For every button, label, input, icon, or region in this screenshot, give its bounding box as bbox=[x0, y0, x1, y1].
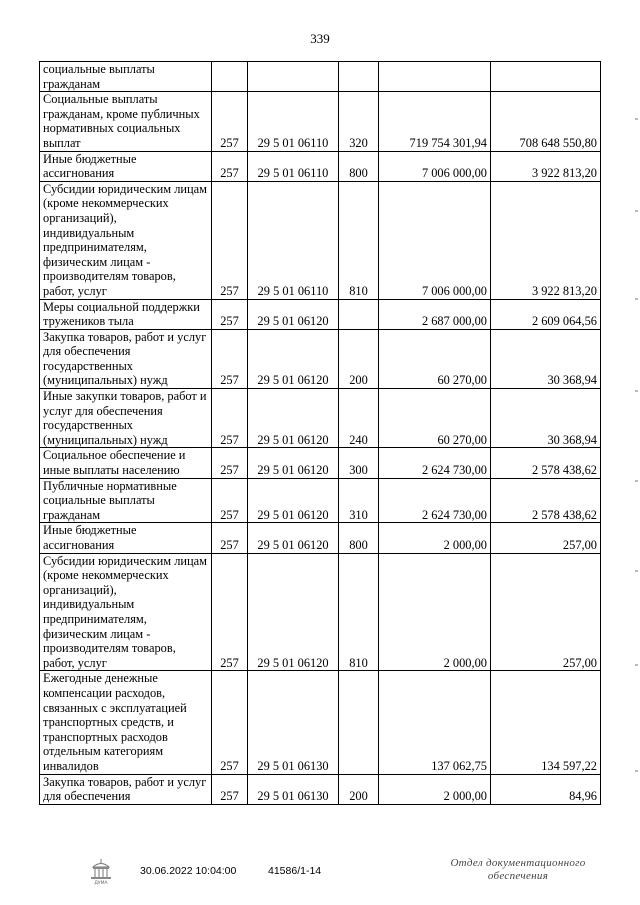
cell-amount-1: 60 270,00 bbox=[379, 329, 491, 388]
cell-amount-2: 708 648 550,80 bbox=[491, 92, 601, 151]
cell-csr: 29 5 01 06110 bbox=[248, 181, 339, 299]
cell-name: Социальные выплаты гражданам, кроме публичных нормативных социальных выплат bbox=[40, 92, 212, 151]
cell-code: 257 bbox=[212, 389, 248, 448]
cell-code: 257 bbox=[212, 181, 248, 299]
cell-code: 257 bbox=[212, 553, 248, 671]
cell-amount-1: 719 754 301,94 bbox=[379, 92, 491, 151]
cell-amount-1: 2 000,00 bbox=[379, 774, 491, 804]
cell-csr bbox=[248, 62, 339, 92]
cell-name: социальные выплаты гражданам bbox=[40, 62, 212, 92]
cell-code: 257 bbox=[212, 774, 248, 804]
cell-amount-1: 2 624 730,00 bbox=[379, 448, 491, 478]
cell-name: Субсидии юридическим лицам (кроме некоммерческих организаций), индивидуальным предпринимателям, физическим лицам - производителям товаров, работ, услуг bbox=[40, 553, 212, 671]
cell-amount-1: 2 000,00 bbox=[379, 523, 491, 553]
cell-csr: 29 5 01 06120 bbox=[248, 523, 339, 553]
cell-amount-1: 137 062,75 bbox=[379, 671, 491, 774]
table-row bbox=[40, 329, 601, 388]
table-row bbox=[40, 671, 601, 774]
budget-table bbox=[39, 61, 601, 805]
cell-name: Социальное обеспечение и иные выплаты населению bbox=[40, 448, 212, 478]
cell-csr: 29 5 01 06120 bbox=[248, 389, 339, 448]
cell-name: Публичные нормативные социальные выплаты гражданам bbox=[40, 478, 212, 523]
cell-code: 257 bbox=[212, 448, 248, 478]
cell-name: Ежегодные денежные компенсации расходов, связанных с эксплуатацией транспортных средств, и транспортных расходов отдельным категориям инвалидов bbox=[40, 671, 212, 774]
cell-vr: 800 bbox=[339, 151, 379, 181]
cell-amount-2: 30 368,94 bbox=[491, 329, 601, 388]
cell-vr: 800 bbox=[339, 523, 379, 553]
cell-code: 257 bbox=[212, 671, 248, 774]
cell-amount-2: 2 609 064,56 bbox=[491, 299, 601, 329]
budget-table-body bbox=[40, 62, 601, 805]
cell-name: Закупка товаров, работ и услуг для обеспечения государственных (муниципальных) нужд bbox=[40, 329, 212, 388]
table-row bbox=[40, 181, 601, 299]
cell-vr bbox=[339, 671, 379, 774]
margin-scan-marks bbox=[634, 0, 638, 905]
cell-amount-2: 134 597,22 bbox=[491, 671, 601, 774]
cell-amount-1: 2 000,00 bbox=[379, 553, 491, 671]
cell-code: 257 bbox=[212, 478, 248, 523]
cell-amount-2: 257,00 bbox=[491, 553, 601, 671]
cell-name: Иные бюджетные ассигнования bbox=[40, 151, 212, 181]
table-row bbox=[40, 62, 601, 92]
cell-code: 257 bbox=[212, 329, 248, 388]
cell-code bbox=[212, 62, 248, 92]
cell-amount-2: 84,96 bbox=[491, 774, 601, 804]
cell-vr: 320 bbox=[339, 92, 379, 151]
page-number: 339 bbox=[310, 31, 330, 46]
cell-amount-1 bbox=[379, 62, 491, 92]
table-row bbox=[40, 448, 601, 478]
stamp-line-2: обеспечения bbox=[487, 870, 549, 882]
duma-emblem-icon bbox=[88, 857, 114, 885]
table-row bbox=[40, 478, 601, 523]
table-row bbox=[40, 299, 601, 329]
cell-amount-1: 2 624 730,00 bbox=[379, 478, 491, 523]
footer-doc-number: 41586/1-14 bbox=[268, 865, 322, 877]
cell-code: 257 bbox=[212, 523, 248, 553]
cell-amount-1: 60 270,00 bbox=[379, 389, 491, 448]
cell-csr: 29 5 01 06110 bbox=[248, 92, 339, 151]
footer-stamp bbox=[438, 857, 598, 883]
cell-vr: 200 bbox=[339, 329, 379, 388]
cell-vr bbox=[339, 62, 379, 92]
cell-csr: 29 5 01 06120 bbox=[248, 478, 339, 523]
cell-name: Меры социальной поддержки тружеников тыла bbox=[40, 299, 212, 329]
cell-csr: 29 5 01 06120 bbox=[248, 448, 339, 478]
cell-csr: 29 5 01 06110 bbox=[248, 151, 339, 181]
footer-datetime: 30.06.2022 10:04:00 bbox=[140, 865, 237, 877]
cell-amount-1: 7 006 000,00 bbox=[379, 181, 491, 299]
svg-text:ДУМА: ДУМА bbox=[94, 881, 108, 885]
table-row bbox=[40, 774, 601, 804]
cell-csr: 29 5 01 06120 bbox=[248, 329, 339, 388]
cell-amount-2: 257,00 bbox=[491, 523, 601, 553]
stamp-line-1: Отдел документационного bbox=[450, 857, 586, 869]
table-row bbox=[40, 523, 601, 553]
cell-vr: 310 bbox=[339, 478, 379, 523]
cell-code: 257 bbox=[212, 151, 248, 181]
cell-amount-2: 3 922 813,20 bbox=[491, 181, 601, 299]
cell-csr: 29 5 01 06130 bbox=[248, 671, 339, 774]
cell-name: Закупка товаров, работ и услуг для обеспечения bbox=[40, 774, 212, 804]
table-row bbox=[40, 92, 601, 151]
cell-csr: 29 5 01 06120 bbox=[248, 299, 339, 329]
cell-vr: 240 bbox=[339, 389, 379, 448]
page-footer bbox=[0, 857, 640, 897]
table-row bbox=[40, 389, 601, 448]
cell-vr bbox=[339, 299, 379, 329]
cell-vr: 810 bbox=[339, 181, 379, 299]
cell-code: 257 bbox=[212, 92, 248, 151]
cell-name: Иные закупки товаров, работ и услуг для обеспечения государственных (муниципальных) нужд bbox=[40, 389, 212, 448]
cell-name: Субсидии юридическим лицам (кроме некоммерческих организаций), индивидуальным предпринимателям, физическим лицам - производителям товаров, работ, услуг bbox=[40, 181, 212, 299]
cell-amount-2: 3 922 813,20 bbox=[491, 151, 601, 181]
cell-vr: 810 bbox=[339, 553, 379, 671]
cell-amount-2: 30 368,94 bbox=[491, 389, 601, 448]
cell-amount-1: 2 687 000,00 bbox=[379, 299, 491, 329]
cell-code: 257 bbox=[212, 299, 248, 329]
cell-name: Иные бюджетные ассигнования bbox=[40, 523, 212, 553]
table-row bbox=[40, 151, 601, 181]
cell-vr: 300 bbox=[339, 448, 379, 478]
cell-vr: 200 bbox=[339, 774, 379, 804]
cell-amount-2: 2 578 438,62 bbox=[491, 448, 601, 478]
cell-amount-2 bbox=[491, 62, 601, 92]
cell-amount-1: 7 006 000,00 bbox=[379, 151, 491, 181]
cell-csr: 29 5 01 06120 bbox=[248, 553, 339, 671]
cell-amount-2: 2 578 438,62 bbox=[491, 478, 601, 523]
table-row bbox=[40, 553, 601, 671]
cell-csr: 29 5 01 06130 bbox=[248, 774, 339, 804]
